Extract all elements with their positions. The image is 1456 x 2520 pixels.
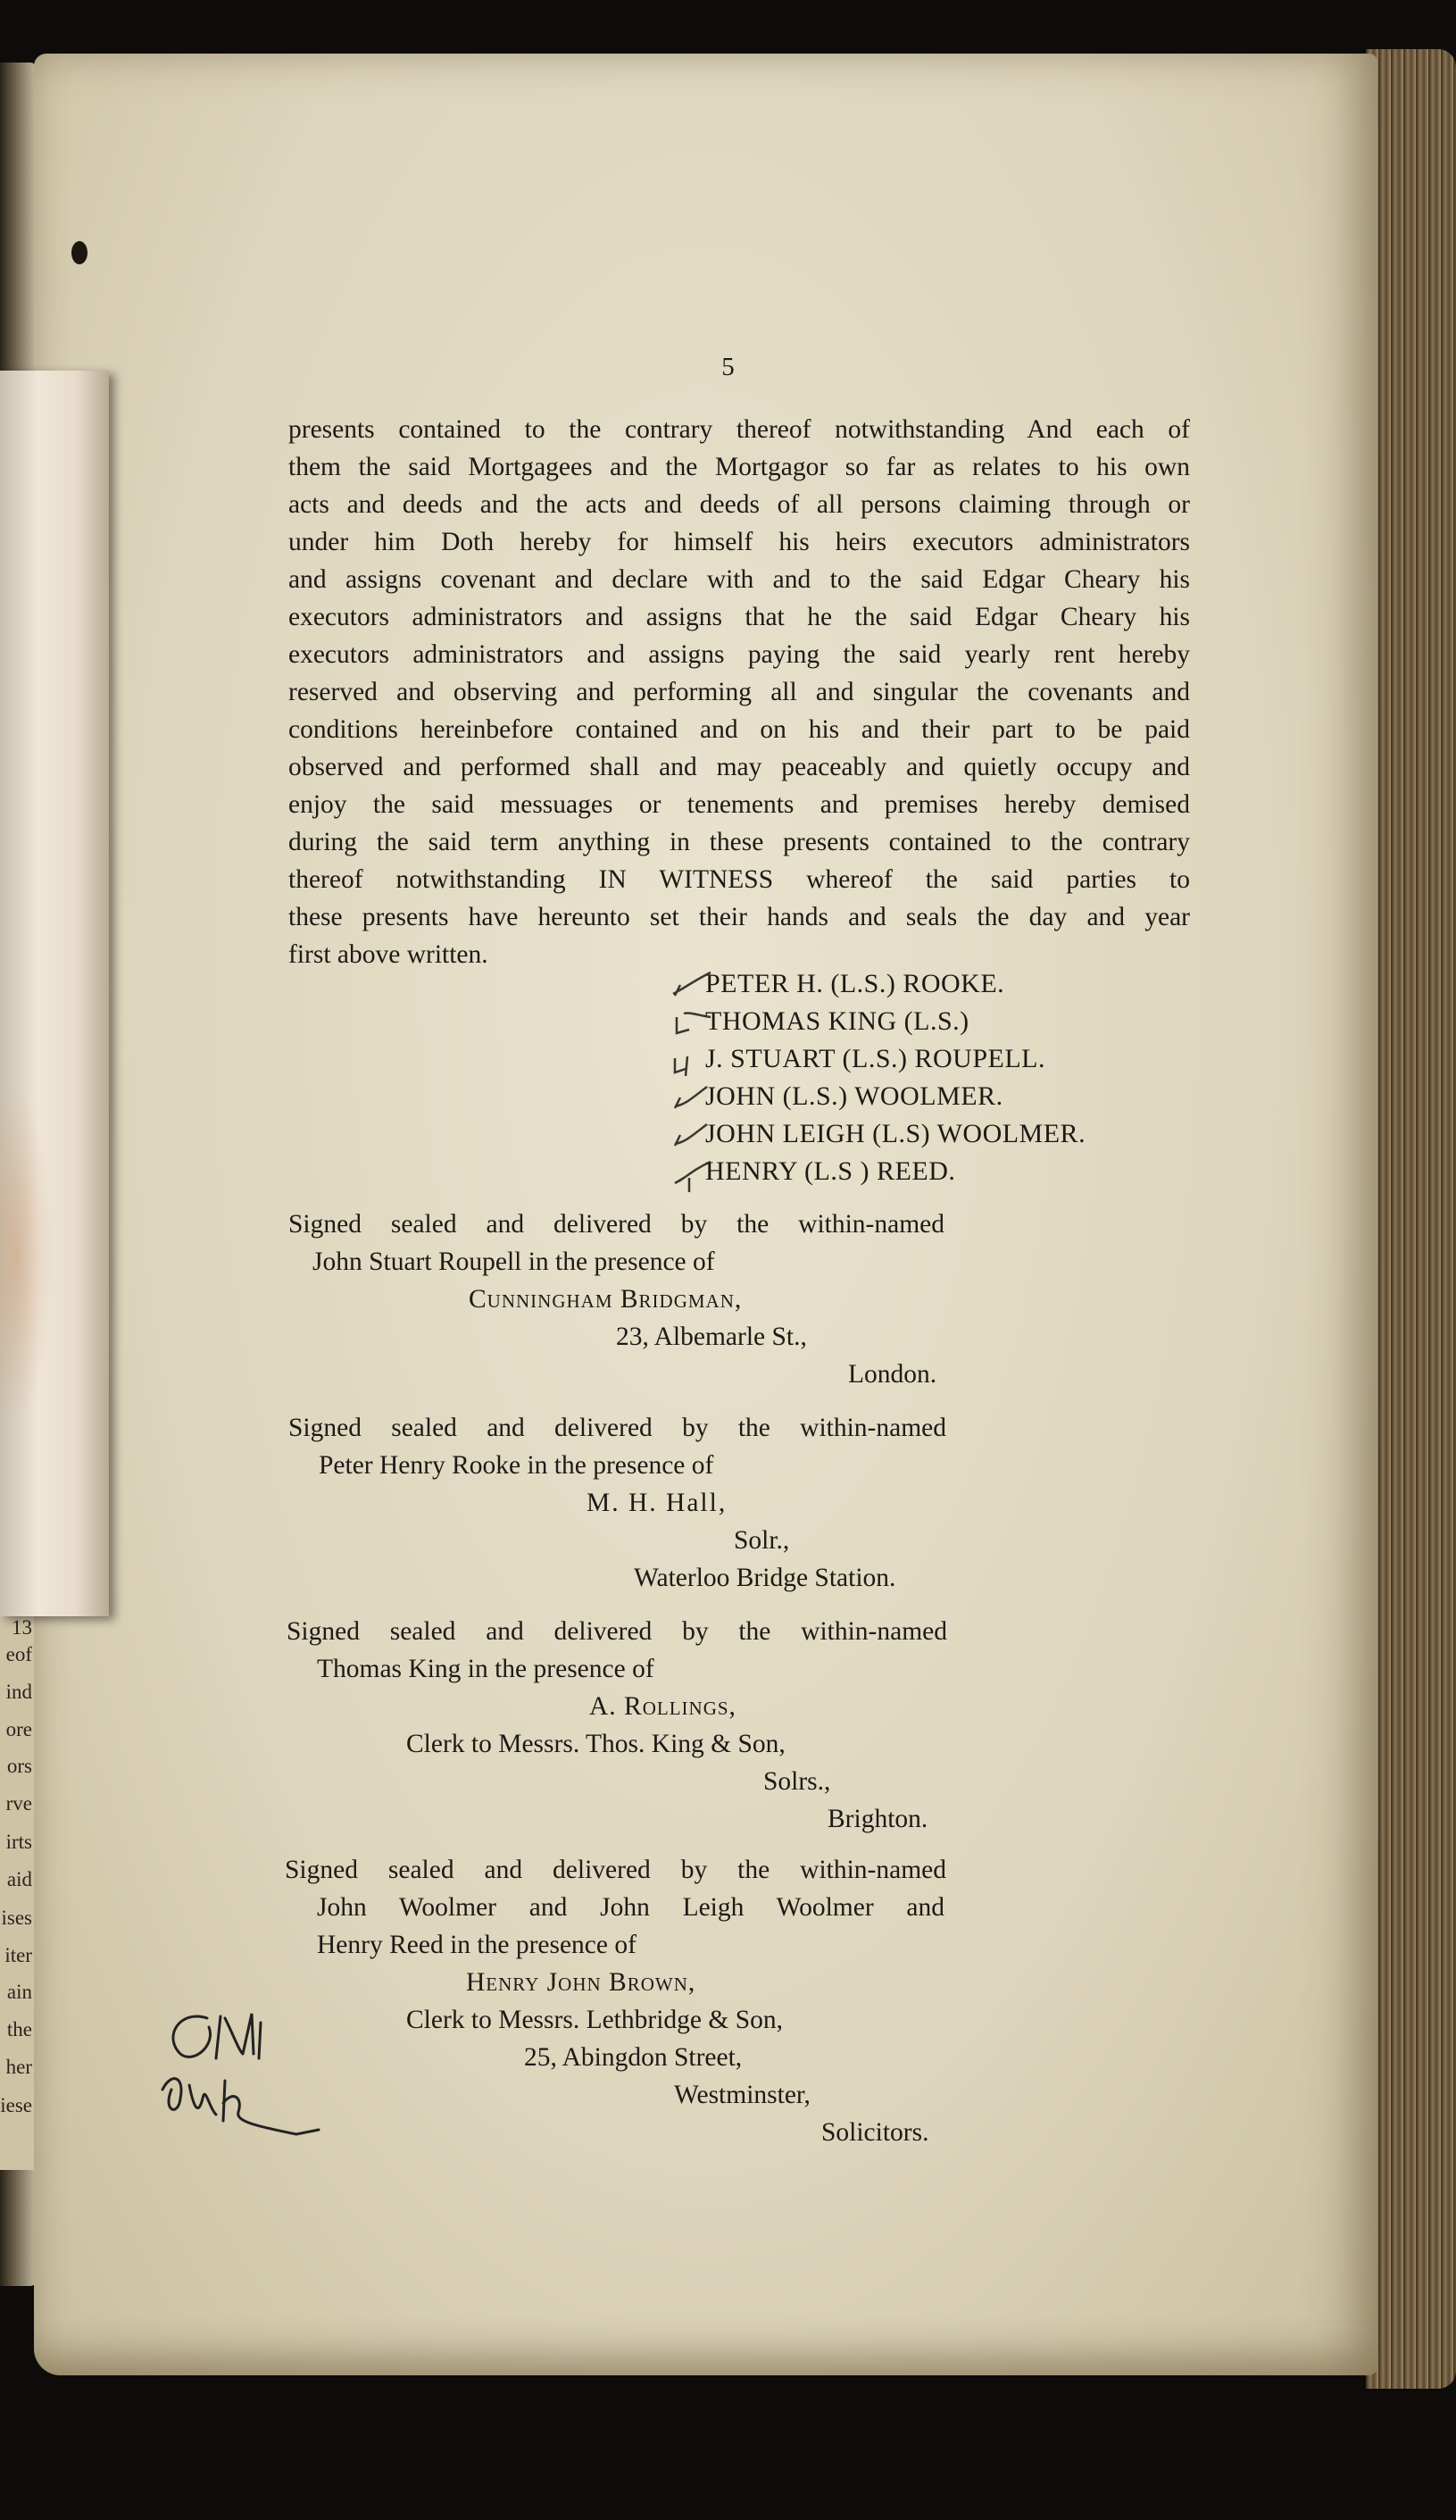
attestation-party: Thomas King in the presence of	[317, 1655, 654, 1683]
witness-address: 23, Albemarle St.,	[616, 1323, 807, 1351]
attestation-intro: Signed sealed and delivered by the within-named	[287, 1617, 947, 1646]
fragment-line: irts	[5, 1831, 32, 1853]
body-line: observed and performed shall and may peaceably and quietly occupy and	[288, 753, 1190, 781]
body-line: thereof notwithstanding IN WITNESS whereof the said parties to	[288, 865, 1190, 894]
fragment-line: her	[5, 2056, 32, 2078]
fragment-line: rve	[5, 1792, 32, 1815]
witness-address: London.	[848, 1360, 937, 1389]
body-line: presents contained to the contrary thereof notwithstanding And each of	[288, 415, 1190, 444]
page-number: 5	[721, 353, 735, 381]
fragment-line: iter	[4, 1944, 32, 1966]
fragment-line: iese	[0, 2094, 32, 2116]
fragment-line: 13	[12, 1616, 32, 1639]
binding-hole	[71, 241, 87, 264]
body-line: under him Doth hereby for himself his heirs executors administrators	[288, 528, 1190, 556]
attestation-party: Henry Reed in the presence of	[317, 1931, 636, 1959]
witness-address: Waterloo Bridge Station.	[634, 1564, 896, 1592]
attestation-party: John Woolmer and John Leigh Woolmer and	[317, 1893, 944, 1922]
witness-address: Clerk to Messrs. Lethbridge & Son,	[406, 2006, 783, 2034]
witness-name: Henry John Brown,	[466, 1968, 696, 1997]
fragment-line: the	[6, 2018, 32, 2040]
fragment-line: ises	[1, 1907, 32, 1929]
body-line: first above written.	[288, 940, 488, 969]
body-line: these presents have hereunto set their hands and seals the day and year	[288, 903, 1190, 931]
signatory-line: JOHN LEIGH (L.S) WOOLMER.	[705, 1119, 1086, 1148]
signatory-line: J. STUART (L.S.) ROUPELL.	[705, 1044, 1045, 1073]
fragment-line: aid	[6, 1868, 32, 1890]
witness-address: Clerk to Messrs. Thos. King & Son,	[406, 1730, 786, 1758]
body-line: reserved and observing and performing all and singular the covenants and	[288, 678, 1190, 706]
body-line: executors administrators and assigns paying the said yearly rent hereby	[288, 640, 1190, 669]
witness-address: Solicitors.	[821, 2118, 929, 2147]
fragment-line: ore	[5, 1718, 32, 1740]
body-line: executors administrators and assigns that he the said Edgar Cheary his	[288, 603, 1190, 631]
fragment-line: ind	[5, 1681, 32, 1703]
attestation-intro: Signed sealed and delivered by the within-named	[288, 1210, 944, 1239]
signatory-line: PETER H. (L.S.) ROOKE.	[705, 969, 1005, 998]
body-line: and assigns covenant and declare with and to the said Edgar Cheary his	[288, 565, 1190, 594]
body-line: acts and deeds and the acts and deeds of all persons claiming through or	[288, 490, 1190, 519]
adjacent-page-text-fragment	[0, 1616, 36, 2170]
signatory-line: THOMAS KING (L.S.)	[705, 1006, 969, 1036]
fragment-line: eof	[5, 1643, 32, 1665]
witness-address: Solrs.,	[763, 1767, 831, 1796]
signatory-line: HENRY (L.S ) REED.	[705, 1156, 956, 1186]
witness-name: M. H. Hall,	[587, 1489, 728, 1517]
page-stack-edge	[1366, 49, 1456, 2389]
fragment-line: ain	[6, 1981, 32, 2003]
signatory-line: JOHN (L.S.) WOOLMER.	[705, 1081, 1003, 1111]
witness-address: Brighton.	[828, 1805, 928, 1833]
attestation-intro: Signed sealed and delivered by the within-named	[288, 1414, 946, 1442]
body-line: during the said term anything in these presents contained to the contrary	[288, 828, 1190, 856]
body-line: conditions hereinbefore contained and on his and their part to be paid	[288, 715, 1190, 744]
attestation-party: John Stuart Roupell in the presence of	[312, 1247, 715, 1276]
attestation-party: Peter Henry Rooke in the presence of	[319, 1451, 714, 1480]
fragment-line: ors	[6, 1755, 32, 1777]
witness-address: Solr.,	[734, 1526, 790, 1555]
witness-name: Cunningham Bridgman,	[469, 1285, 743, 1314]
witness-address: 25, Abingdon Street,	[524, 2043, 743, 2072]
handwritten-initials-icon	[154, 2000, 332, 2152]
body-line: them the said Mortgagees and the Mortgagor so far as relates to his own	[288, 453, 1190, 481]
body-line: enjoy the said messuages or tenements and premises hereby demised	[288, 790, 1190, 819]
witness-address: Westminster,	[674, 2081, 811, 2109]
attestation-intro: Signed sealed and delivered by the within-named	[285, 1856, 946, 1884]
witness-name: A. Rollings,	[589, 1692, 736, 1721]
tipped-in-paper-strip	[0, 371, 109, 1616]
